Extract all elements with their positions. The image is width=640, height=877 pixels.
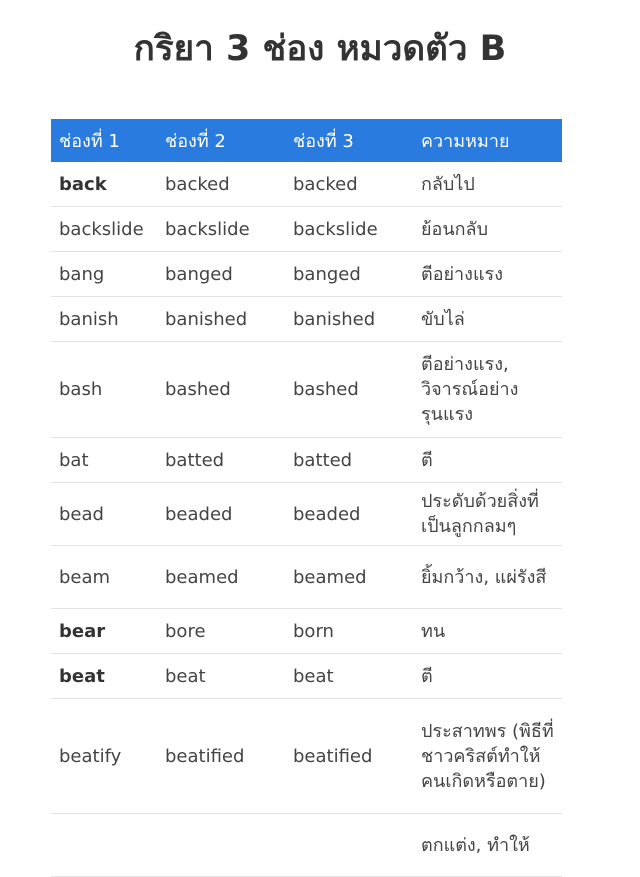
table-header <box>51 119 562 162</box>
cell-v3: beaded <box>285 483 413 546</box>
cell-v3: beat <box>285 654 413 699</box>
cell-v1: bead <box>51 483 157 546</box>
cell-v3: backed <box>285 162 413 207</box>
header-v3: ช่องที่ 3 <box>285 119 413 162</box>
cell-meaning: ขับไล่ <box>413 297 562 342</box>
cell-meaning: ตีอย่างแรง, วิจารณ์อย่างรุนแรง <box>413 342 562 438</box>
cell-v2: batted <box>157 438 285 483</box>
table-row <box>51 814 562 877</box>
cell-meaning: ตีอย่างแรง <box>413 252 562 297</box>
cell-meaning: กลับไป <box>413 162 562 207</box>
cell-v1: bat <box>51 438 157 483</box>
cell-v3: batted <box>285 438 413 483</box>
table-body <box>51 162 562 877</box>
cell-v3: banged <box>285 252 413 297</box>
cell-v2: backed <box>157 162 285 207</box>
table-row <box>51 162 562 207</box>
cell-v1: bear <box>51 609 157 654</box>
cell-v2: bore <box>157 609 285 654</box>
header-meaning: ความหมาย <box>413 119 562 162</box>
cell-v2: beaded <box>157 483 285 546</box>
cell-v2: banished <box>157 297 285 342</box>
cell-meaning: ประดับด้วยสิ่งที่เป็นลูกกลมๆ <box>413 483 562 546</box>
cell-v2: beatified <box>157 699 285 814</box>
table-row <box>51 438 562 483</box>
cell-meaning: ย้อนกลับ <box>413 207 562 252</box>
cell-meaning: ยิ้มกว้าง, แผ่รังสี <box>413 546 562 609</box>
cell-v1: bash <box>51 342 157 438</box>
cell-v3: beamed <box>285 546 413 609</box>
table-row <box>51 207 562 252</box>
header-v2: ช่องที่ 2 <box>157 119 285 162</box>
table-row <box>51 609 562 654</box>
cell-v2: bashed <box>157 342 285 438</box>
cell-v3 <box>285 814 413 877</box>
cell-v1: beam <box>51 546 157 609</box>
cell-v3: bashed <box>285 342 413 438</box>
cell-meaning: ตกแต่ง, ทำให้ <box>413 814 562 877</box>
cell-v2: beat <box>157 654 285 699</box>
cell-v3: beatified <box>285 699 413 814</box>
header-v1: ช่องที่ 1 <box>51 119 157 162</box>
cell-v1 <box>51 814 157 877</box>
cell-meaning: ทน <box>413 609 562 654</box>
verb-table <box>51 119 562 877</box>
table-row <box>51 699 562 814</box>
cell-meaning: ตี <box>413 438 562 483</box>
cell-v1: beatify <box>51 699 157 814</box>
cell-v3: backslide <box>285 207 413 252</box>
cell-meaning: ประสาทพร (พิธีที่ชาวคริสต์ทำให้คนเกิดหรือตาย) <box>413 699 562 814</box>
header-row <box>51 119 562 162</box>
table-row <box>51 342 562 438</box>
table-row <box>51 297 562 342</box>
cell-v2: beamed <box>157 546 285 609</box>
table-row <box>51 483 562 546</box>
cell-v3: banished <box>285 297 413 342</box>
cell-v1: beat <box>51 654 157 699</box>
page-title: กริยา 3 ช่อง หมวดตัว B <box>133 29 507 69</box>
table-row <box>51 252 562 297</box>
cell-v1: bang <box>51 252 157 297</box>
cell-v1: back <box>51 162 157 207</box>
table-row <box>51 654 562 699</box>
cell-v2: backslide <box>157 207 285 252</box>
cell-v2 <box>157 814 285 877</box>
cell-v3: born <box>285 609 413 654</box>
cell-meaning: ตี <box>413 654 562 699</box>
cell-v1: backslide <box>51 207 157 252</box>
table-row <box>51 546 562 609</box>
cell-v2: banged <box>157 252 285 297</box>
cell-v1: banish <box>51 297 157 342</box>
verb-table-container <box>51 119 562 877</box>
